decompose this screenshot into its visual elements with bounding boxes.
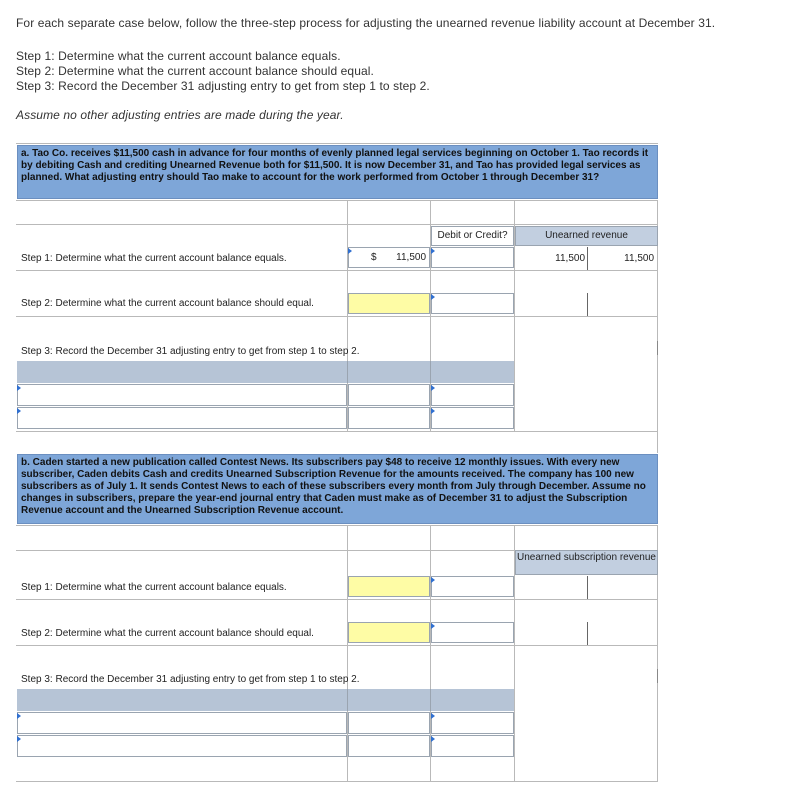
- case-a-step1-label: Step 1: Determine what the current account balance equals.: [21, 253, 287, 264]
- case-a-journal-account-input-2[interactable]: [17, 407, 347, 429]
- case-a-journal-amount-input-2b[interactable]: [431, 407, 514, 429]
- assumption-text: Assume no other adjusting entries are made during the year.: [16, 108, 344, 122]
- case-a-step1-debit-credit[interactable]: [431, 247, 514, 268]
- intro-step-1: Step 1: Determine what the current account balance equals.: [16, 49, 341, 63]
- case-a-journal-amount-input-1b[interactable]: [431, 384, 514, 406]
- case-a-journal-amount-input-1[interactable]: [348, 384, 430, 406]
- case-a-journal-account-input-1[interactable]: [17, 384, 347, 406]
- case-b-step2-amount-input[interactable]: [348, 622, 430, 643]
- t-account-left-value: 11,500: [555, 253, 585, 264]
- intro-step-2: Step 2: Determine what the current account balance should equal.: [16, 64, 374, 78]
- case-b-step2-label: Step 2: Determine what the current account balance should equal.: [21, 628, 314, 639]
- case-a-step2-label: Step 2: Determine what the current account balance should equal.: [21, 298, 314, 309]
- case-a-step2-amount-input[interactable]: [348, 293, 430, 314]
- case-b-step1-debit-credit[interactable]: [431, 576, 514, 597]
- intro-step-3: Step 3: Record the December 31 adjusting entry to get from step 1 to step 2.: [16, 79, 430, 93]
- case-a-step2-debit-credit[interactable]: [431, 293, 514, 314]
- t-account-right-value: 11,500: [624, 253, 654, 264]
- case-b-journal-amount-input-2b[interactable]: [431, 735, 514, 757]
- case-b-journal-account-input-1[interactable]: [17, 712, 347, 734]
- case-b-journal-account-input-2[interactable]: [17, 735, 347, 757]
- case-a-step1-amount[interactable]: [348, 247, 430, 268]
- case-a-description: a. Tao Co. receives $11,500 cash in advance for four months of evenly planned legal services beginning on October 1. Tao records it by debiting Cash and crediting Unearned Revenue both for $11,500. It is now December 31, and Tao has provided legal services as planned. What adjusting entry should Tao make to account for the work performed from October 1 through December 31?: [17, 145, 658, 199]
- instructions-text: For each separate case below, follow the three-step process for adjusting the unearned revenue liability account at December 31.: [16, 16, 716, 30]
- debit-or-credit-header: Debit or Credit?: [431, 226, 514, 246]
- case-b-step1-amount-input[interactable]: [348, 576, 430, 597]
- t-account-header-unearned-revenue: Unearned revenue: [515, 226, 658, 246]
- case-a-journal-header-row: [17, 361, 514, 383]
- case-b-step3-label: Step 3: Record the December 31 adjusting entry to get from step 1 to step 2.: [21, 674, 360, 685]
- case-b-journal-amount-input-1[interactable]: [348, 712, 430, 734]
- case-b-description: b. Caden started a new publication called Contest News. Its subscribers pay $48 to receive 12 monthly issues. With every new subscriber, Caden debits Cash and credits Unearned Subscription Revenue for the amounts received. The company has 100 new subscribers as of July 1. It sends Contest News to each of these subscribers every month from July through December. Assume no changes in subscribers, prepare the year-end journal entry that Caden must make as of December 31 to adjust the Subscription Revenue account and the Unearned Subscription Revenue account.: [17, 454, 658, 524]
- t-account-header-unearned-subscription-revenue: Unearned subscription revenue: [515, 550, 658, 575]
- currency-symbol: $: [371, 252, 377, 263]
- case-b-journal-amount-input-1b[interactable]: [431, 712, 514, 734]
- case-b-step2-debit-credit[interactable]: [431, 622, 514, 643]
- case-b-journal-amount-input-2[interactable]: [348, 735, 430, 757]
- case-a-journal-amount-input-2[interactable]: [348, 407, 430, 429]
- case-a-step3-label: Step 3: Record the December 31 adjusting entry to get from step 1 to step 2.: [21, 346, 360, 357]
- step1-amount-value: 11,500: [396, 252, 426, 263]
- case-b-step1-label: Step 1: Determine what the current account balance equals.: [21, 582, 287, 593]
- case-b-journal-header-row: [17, 689, 514, 711]
